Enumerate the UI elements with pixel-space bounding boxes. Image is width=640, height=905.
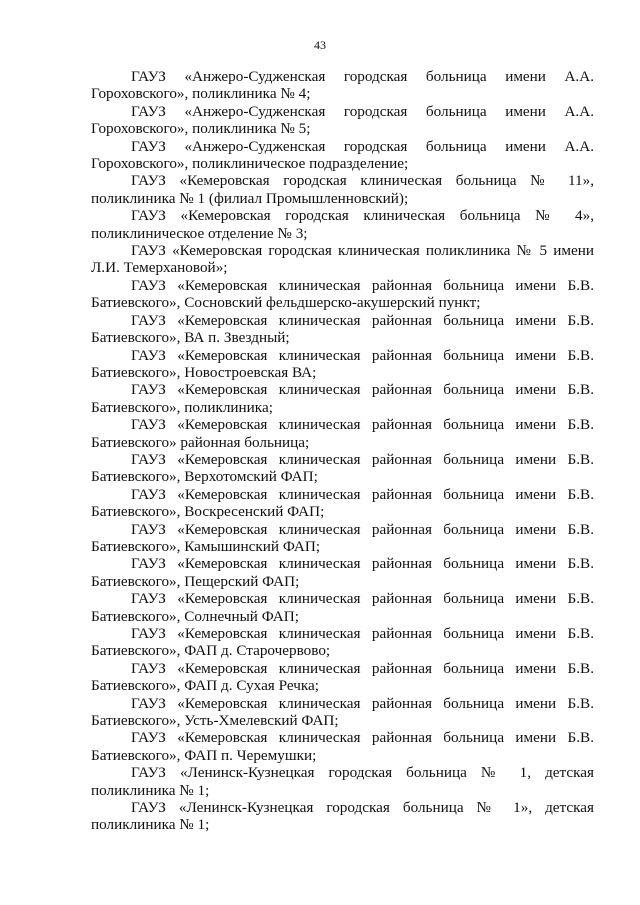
list-item: ГАУЗ «Кемеровская клиническая районная больница имени Б.В. Батиевского», Камышинский ФАП; — [91, 520, 594, 555]
list-item: ГАУЗ «Кемеровская клиническая районная больница имени Б.В. Батиевского», ФАП д. Сухая Речка; — [91, 659, 594, 695]
list-item: ГАУЗ «Кемеровская клиническая районная больница имени Б.В. Батиевского», поликлиника; — [91, 381, 594, 416]
list-item: ГАУЗ «Кемеровская клиническая районная больница имени Б.В. Батиевского», Новостроевская ВА; — [91, 346, 594, 381]
list-item: ГАУЗ «Ленинск-Кузнецкая городская больница № 1», детская поликлиника № 1; — [91, 799, 594, 834]
list-item: ГАУЗ «Анжеро-Судженская городская больница имени А.А. Гороховского», поликлиническое подразделение; — [91, 137, 594, 173]
list-item: ГАУЗ «Кемеровская клиническая районная больница имени Б.В. Батиевского», ФАП п. Черемушки; — [91, 729, 594, 764]
page-number: 43 — [314, 38, 326, 52]
list-item: ГАУЗ «Ленинск-Кузнецкая городская больница № 1, детская поликлиника № 1; — [91, 764, 594, 799]
list-item: ГАУЗ «Кемеровская клиническая районная больница имени Б.В. Батиевского», Пещерский ФАП; — [91, 555, 594, 590]
list-item: ГАУЗ «Кемеровская городская клиническая больница № 11», поликлиника № 1 (филиал Промышленновский); — [91, 172, 594, 207]
list-item: ГАУЗ «Кемеровская клиническая районная больница имени Б.В. Батиевского» районная больница; — [91, 416, 594, 451]
list-item: ГАУЗ «Анжеро-Судженская городская больница имени А.А. Гороховского», поликлиника № 4; — [91, 68, 594, 103]
list-item: ГАУЗ «Кемеровская городская клиническая поликлиника № 5 имени Л.И. Темерхановой»; — [91, 242, 594, 277]
list-item: ГАУЗ «Анжеро-Судженская городская больница имени А.А. Гороховского», поликлиника № 5; — [91, 102, 594, 138]
list-item: ГАУЗ «Кемеровская городская клиническая больница № 4», поликлиническое отделение № 3; — [91, 207, 594, 242]
list-item: ГАУЗ «Кемеровская клиническая районная больница имени Б.В. Батиевского», ФАП д. Старочервово; — [91, 625, 594, 660]
list-item: ГАУЗ «Кемеровская клиническая районная больница имени Б.В. Батиевского», Воскресенский ФАП; — [91, 485, 594, 521]
list-item: ГАУЗ «Кемеровская клиническая районная больница имени Б.В. Батиевского», Сосновский фельдшерско-акушерский пункт; — [91, 276, 594, 312]
list-item: ГАУЗ «Кемеровская клиническая районная больница имени Б.В. Батиевского», ВА п. Звездный; — [91, 311, 594, 347]
list-item: ГАУЗ «Кемеровская клиническая районная больница имени Б.В. Батиевского», Верхотомский ФАП; — [91, 450, 594, 486]
list-item: ГАУЗ «Кемеровская клиническая районная больница имени Б.В. Батиевского», Солнечный ФАП; — [91, 590, 594, 625]
list-item: ГАУЗ «Кемеровская клиническая районная больница имени Б.В. Батиевского», Усть-Хмелевский ФАП; — [91, 694, 594, 730]
entry-list — [91, 68, 594, 834]
